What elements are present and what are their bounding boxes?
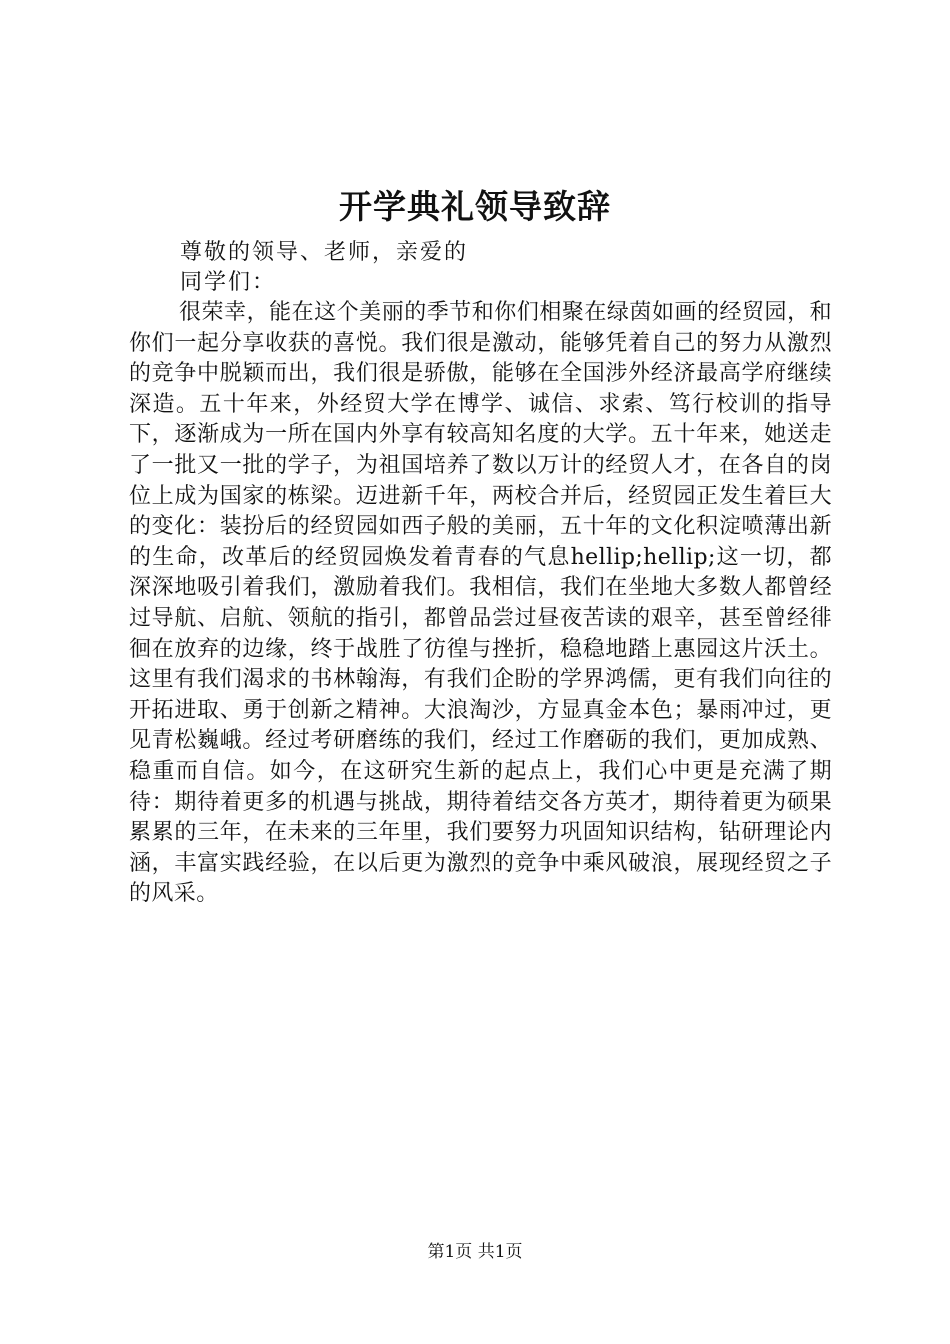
salutation-line-1: 尊敬的领导、老师，亲爱的 xyxy=(180,240,469,265)
body-paragraph: 很荣幸，能在这个美丽的季节和你们相聚在绿茵如画的经贸园，和你们一起分享收获的喜悦。我们很是激动，能够凭着自己的努力从激烈的竞争中脱颖而出，我们很是骄傲，能够在全国涉外经济最高学府继续深造。五十年来，外经贸大学在博学、诚信、求索、笃行校训的指导下，逐渐成为一所在国内外享有较高知名度的大学。五十年来，她送走了一批又一批的学子，为祖国培养了数以万计的经贸人才，在各自的岗位上成为国家的栋梁。迈进新千年，两校合并后，经贸园正发生着巨大的变化：装扮后的经贸园如西子般的美丽，五十年的文化积淀喷薄出新的生命，改革后的经贸园焕发着青春的气息hellip;hellip;这一切，都深深地吸引着我们，激励着我们。我相信，我们在坐地大多数人都曾经过导航、启航、领航的指引，都曾品尝过昼夜苦读的艰辛，甚至曾经徘徊在放弃的边缘，终于战胜了彷徨与挫折，稳稳地踏上惠园这片沃土。这里有我们渴求的书林翰海，有我们企盼的学界鸿儒，更有我们向往的开拓进取、勇于创新之精神。大浪淘沙，方显真金本色；暴雨冲过，更见青松巍峨。经过考研磨练的我们，经过工作磨砺的我们，更加成熟、稳重而自信。如今，在这研究生新的起点上，我们心中更是充满了期待：期待着更多的机遇与挑战，期待着结交各方英才，期待着更为硕果累累的三年，在未来的三年里，我们要努力巩固知识结构，钻研理论内涵，丰富实践经验，在以后更为激烈的竞争中乘风破浪，展现经贸之子的风采。 xyxy=(129,300,832,907)
salutation-line-2: 同学们： xyxy=(180,270,277,295)
page-number-footer: 第1页 共1页 xyxy=(427,1242,523,1262)
document-title: 开学典礼领导致辞 xyxy=(339,187,611,226)
